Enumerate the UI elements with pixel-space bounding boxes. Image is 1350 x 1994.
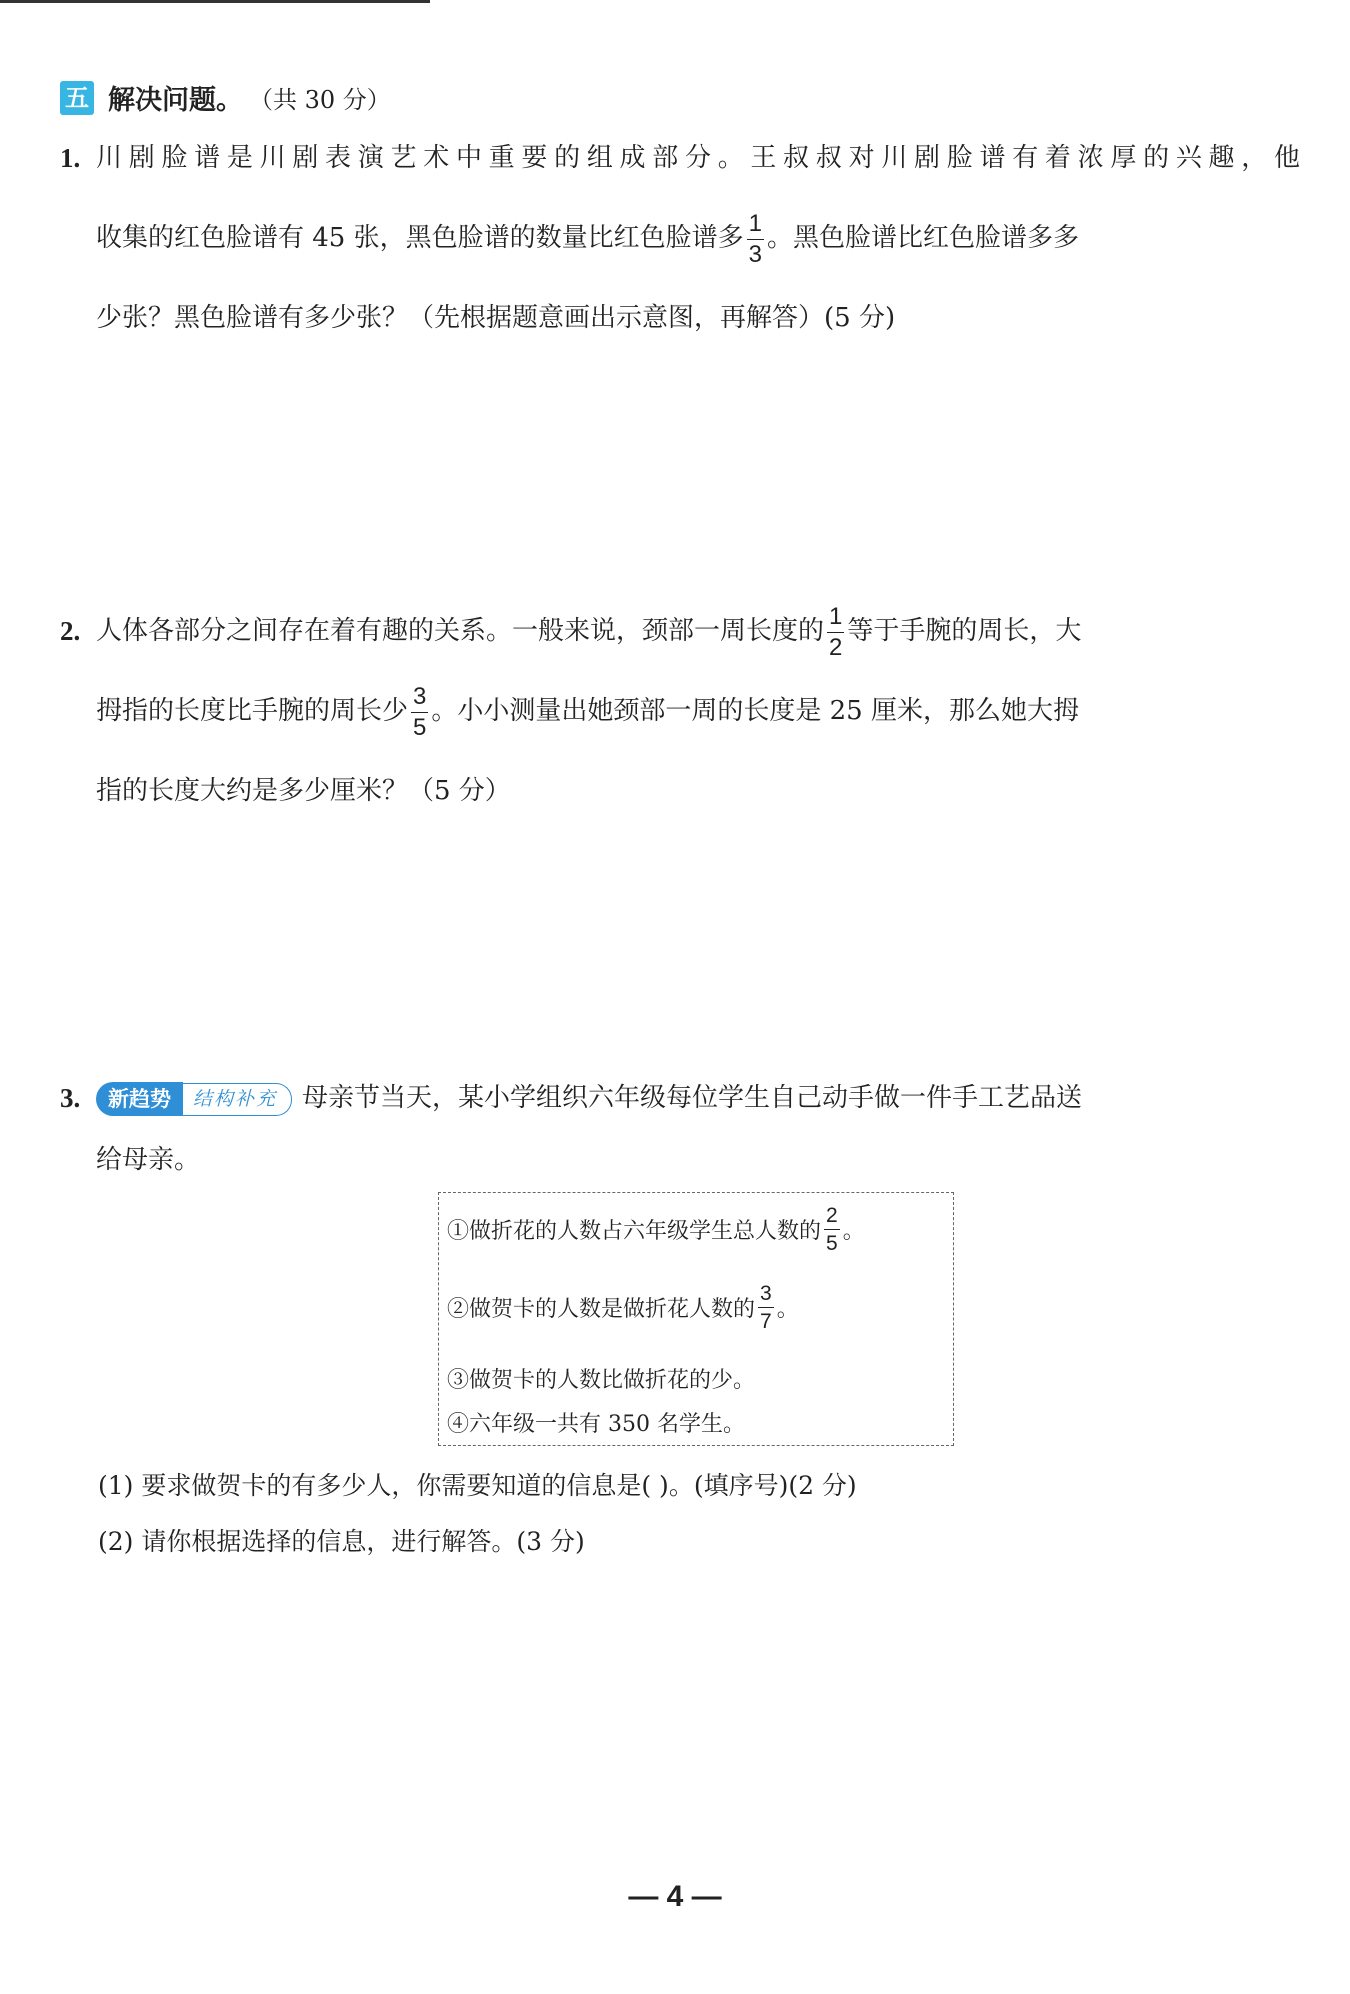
q3-text: 给母亲。: [96, 1145, 201, 1175]
section-title: 解决问题。: [108, 85, 243, 116]
q1-line-2: [60, 198, 1300, 278]
fraction: $\frac{3}{5}$: [413, 682, 427, 741]
question-number: 3.: [60, 1083, 81, 1113]
tag-group: [96, 1082, 292, 1116]
q1-line-1: [60, 118, 1300, 198]
q2-line-3: [60, 751, 1300, 831]
top-rule: [0, 0, 430, 3]
section-score: （共 30 分）: [249, 86, 391, 114]
q2-text: 拇指的长度比手腕的周长少: [96, 696, 409, 726]
q1-line-3: [60, 278, 1300, 358]
q2-text: 。小小测量出她颈部一周的长度是 25 厘米，那么她大拇: [431, 696, 1079, 726]
sub-question-2: (2) 请你根据选择的信息，进行解答。(3 分): [98, 1527, 585, 1556]
q2-text: 指的长度大约是多少厘米？（5 分）: [96, 776, 511, 806]
question-2: [60, 591, 1300, 831]
question-number: 1.: [60, 143, 81, 173]
page-number: — 4 —: [628, 1880, 722, 1913]
info-item-1: ①做折花的人数占六年级学生总人数的 $\frac{2}{5}$ 。: [447, 1204, 865, 1255]
fraction: $\frac{2}{5}$: [826, 1204, 838, 1255]
fraction: $\frac{1}{2}$: [829, 602, 843, 661]
q2-line-1: [60, 591, 1300, 671]
q3-line-1: [60, 1058, 1300, 1138]
structure-tag: 结构补充: [183, 1083, 292, 1116]
info-box: [438, 1192, 954, 1446]
question-1: [60, 118, 1300, 358]
question-3: [60, 1058, 1300, 1198]
q2-text: 人体各部分之间存在着有趣的关系。一般来说，颈部一周长度的: [96, 616, 825, 646]
info-item-4: ④六年级一共有 350 名学生。: [447, 1412, 745, 1437]
q1-text: 。黑色脸谱比红色脸谱多多: [766, 223, 1079, 253]
q2-line-2: [60, 671, 1300, 751]
info-item-3: ③做贺卡的人数比做折花的少。: [447, 1368, 756, 1393]
section-badge: 五: [60, 81, 94, 115]
q3-text: 母亲节当天，某小学组织六年级每位学生自己动手做一件手工艺品送: [302, 1083, 1083, 1113]
q1-text: 川剧脸谱是川剧表演艺术中重要的组成部分。王叔叔对川剧脸谱有着浓厚的兴趣，他: [96, 143, 1300, 173]
sub-question-1: (1) 要求做贺卡的有多少人，你需要知道的信息是( )。(填序号)(2 分): [98, 1471, 857, 1500]
info-item-2: ②做贺卡的人数是做折花人数的 $\frac{3}{7}$ 。: [447, 1282, 799, 1333]
q1-text: 收集的红色脸谱有 45 张，黑色脸谱的数量比红色脸谱多: [96, 223, 744, 253]
q3-line-2: [60, 1138, 1300, 1198]
q2-text: 等于手腕的周长，大: [847, 616, 1082, 646]
fraction: $\frac{3}{7}$: [760, 1282, 772, 1333]
fraction: $\frac{1}{3}$: [748, 209, 762, 268]
trend-tag: 新趋势: [96, 1082, 183, 1116]
question-number: 2.: [60, 616, 81, 646]
section-header: [60, 78, 391, 117]
q1-text: 少张？黑色脸谱有多少张？（先根据题意画出示意图，再解答）(5 分): [96, 303, 896, 333]
